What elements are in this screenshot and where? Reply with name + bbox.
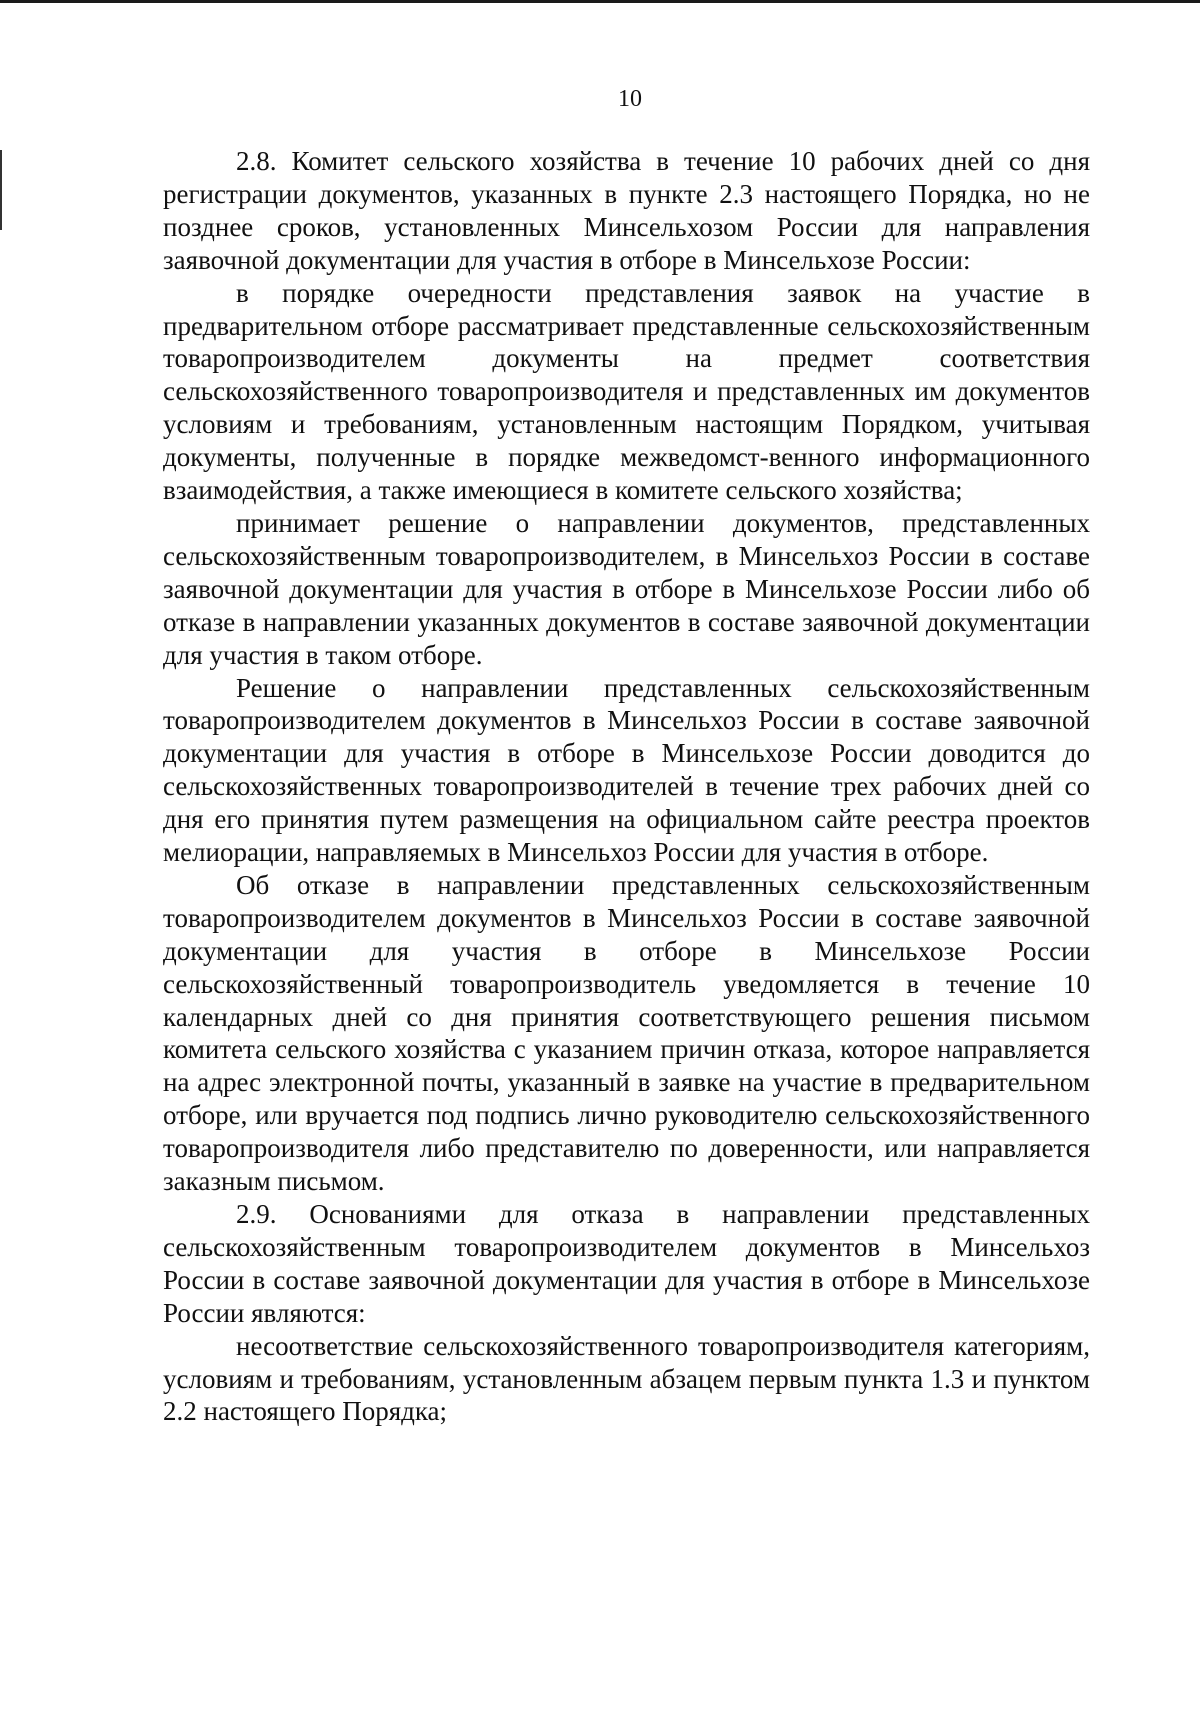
scan-top-edge bbox=[0, 0, 1200, 3]
page-number: 10 bbox=[618, 86, 642, 112]
paragraph-refusal-notice: Об отказе в направлении представленных сельскохозяйственным товаропроизводителем документов в Минсельхоз России в составе заявочной документации для участия в отборе в Минсельхозе России сельскохозяйственный товаропроизводитель уведомляется в течение 10 календарных дней со дня принятия соответствующего решения письмом комитета сельского хозяйства с указанием причин отказа, которое направляется на адрес электронной почты, указанный в заявке на участие в предварительном отборе, или вручается под подпись лично руководителю сельскохозяйственного товаропроизводителя либо представителю по доверенности, или направляется заказным письмом. bbox=[163, 869, 1090, 1197]
paragraph-decision: принимает решение о направлении документов, представленных сельскохозяйственным товаропроизводителем, в Минсельхоз России в составе заявочной документации для участия в отборе в Минсельхозе России либо об отказе в направлении указанных документов в составе заявочной документации для участия в таком отборе. bbox=[163, 507, 1090, 670]
paragraph-decision-notice: Решение о направлении представленных сельскохозяйственным товаропроизводителем документов в Минсельхоз России в составе заявочной документации для участия в отборе в Минсельхозе России доводится до сельскохозяйственных товаропроизводителей в течение трех рабочих дней со дня его принятия путем размещения на официальном сайте реестра проектов мелиорации, направляемых в Минсельхоз России для участия в отборе. bbox=[163, 672, 1090, 868]
paragraph-nonconformity: несоответствие сельскохозяйственного товаропроизводителя категориям, условиям и требованиям, установленным абзацем первым пункта 1.3 и пунктом 2.2 настоящего Порядка; bbox=[163, 1330, 1090, 1427]
paragraph-2-9: 2.9. Основаниями для отказа в направлении представленных сельскохозяйственным товаропроизводителем документов в Минсельхоз России в составе заявочной документации для участия в отборе в Минсельхозе России являются: bbox=[163, 1199, 1090, 1328]
paragraph-review-documents: в порядке очередности представления заявок на участие в предварительном отборе рассматривает представленные сельскохозяйственным товаропроизводителем документы на предмет соответствия сельскохозяйственного товаропроизводителя и представленных им документов условиям и требованиям, установленным настоящим Порядком, учитывая документы, полученные в порядке межведомст-венного информационного взаимодействия, а также имеющиеся в комитете сельского хозяйства; bbox=[163, 277, 1090, 506]
document-body bbox=[163, 145, 1090, 1428]
scan-left-edge bbox=[0, 150, 2, 230]
paragraph-2-8: 2.8. Комитет сельского хозяйства в течение 10 рабочих дней со дня регистрации документов, указанных в пункте 2.3 настоящего Порядка, но не позднее сроков, установленных Минсельхозом России для направления заявочной документации для участия в отборе в Минсельхозе России: bbox=[163, 146, 1090, 275]
